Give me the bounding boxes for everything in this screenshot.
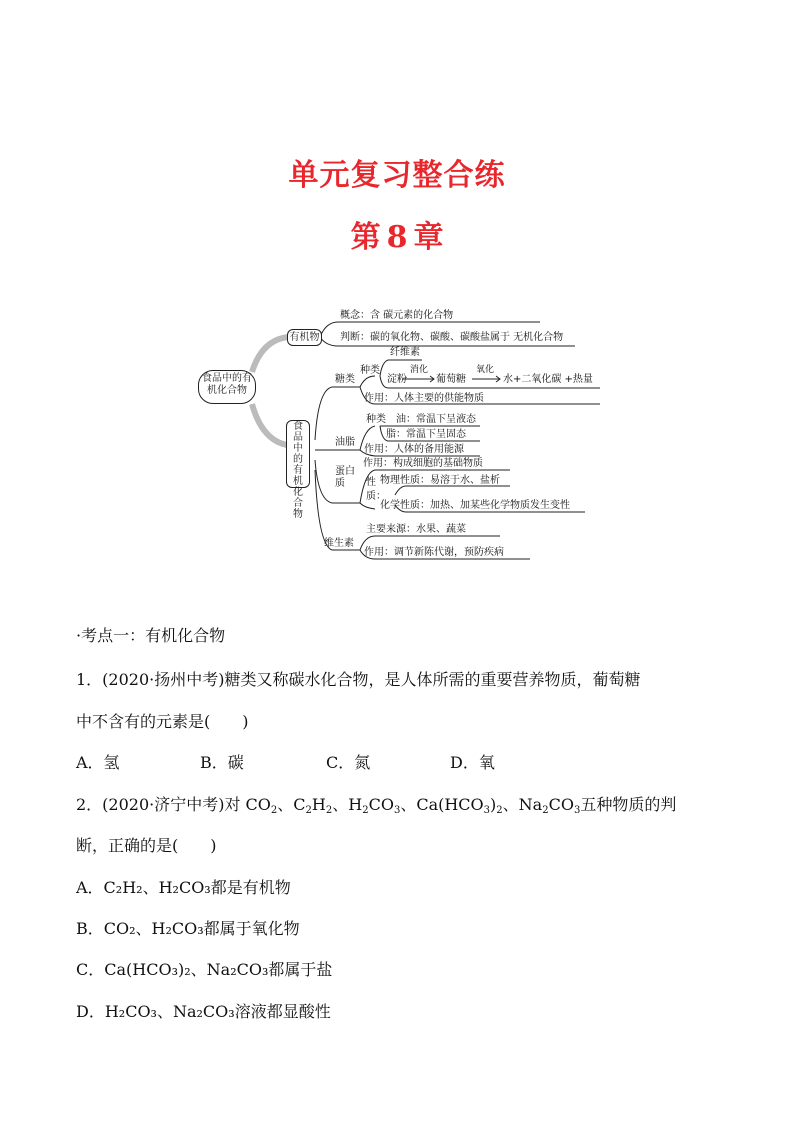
vitamin-role: 作用：调节新陈代谢，预防疾病 — [364, 547, 504, 558]
food-node: 食品中的有机化合物 — [286, 420, 310, 488]
protein-role: 作用：构成细胞的基础物质 — [363, 458, 483, 469]
organic-judge: 判断：碳的氧化物、碳酸、碳酸盐属于 无机化合物 — [340, 332, 564, 343]
q2-line2: 断，正确的是( ) — [76, 836, 217, 855]
q1-option-c[interactable]: C．氮 — [326, 753, 371, 772]
sugar-label: 糖类 — [335, 374, 355, 385]
section-heading: ·考点一：有机化合物 — [76, 626, 226, 645]
chapter-prefix: 第 — [350, 220, 381, 255]
q2-line1: 2．(2020·济宁中考)对 $CO_2$、$C_2H_2$、$H_2CO_3$、$Ca(HCO_3)_2$、$Na_2CO_3$五种物质的判 — [76, 795, 677, 816]
vitamin-source: 主要来源：水果、蔬菜 — [366, 524, 466, 535]
q1-line2: 中不含有的元素是( ) — [76, 712, 249, 731]
q1-option-d[interactable]: D．氧 — [450, 753, 495, 772]
concept-map — [190, 300, 620, 570]
root-node: 食品中的有机化合物 — [198, 370, 256, 404]
starch: 淀粉 — [387, 374, 407, 385]
q1-options — [76, 751, 516, 775]
line-food-protein — [315, 460, 332, 503]
q2-option-b[interactable]: B．CO₂、H₂CO₃都属于氧化物 — [76, 919, 300, 938]
fat-oil: 油：常温下呈液态 — [396, 414, 476, 425]
chapter-number: 8 — [386, 220, 408, 255]
line-food-sugar — [315, 387, 332, 440]
q1-option-a[interactable]: A．氢 — [76, 753, 120, 772]
fat-kind-label: 种类 — [366, 414, 386, 425]
vitamin-label: 维生素 — [324, 538, 354, 549]
protein-chemical: 化学性质：加热、加某些化学物质发生变性 — [380, 500, 570, 511]
protein-physical: 物理性质：易溶于水、盐析 — [380, 475, 500, 486]
q1-option-b[interactable]: B．碳 — [200, 753, 244, 772]
glucose: 葡萄糖 — [436, 374, 466, 385]
protein-prop-label: 性质： — [366, 477, 386, 502]
q2-option-a[interactable]: A．C₂H₂、H₂CO₃都是有机物 — [76, 878, 291, 897]
digest-label: 消化 — [410, 365, 429, 375]
fat-role: 作用：人体的备用能源 — [364, 444, 464, 455]
organic-concept: 概念：含 碳元素的化合物 — [340, 310, 454, 321]
protein-label: 蛋白质 — [335, 466, 355, 489]
organic-node: 有机物 — [287, 329, 322, 346]
oxidation-products: 水+二氧化碳 +热量 — [503, 374, 593, 385]
oxidize-label: 氧化 — [476, 365, 495, 375]
fat-solid: 脂：常温下呈固态 — [386, 429, 466, 440]
fat-label: 油脂 — [335, 437, 355, 448]
page-title: 单元复习整合练 — [288, 158, 506, 193]
chapter-suffix: 章 — [413, 220, 444, 255]
sugar-role: 作用：人体主要的供能物质 — [364, 393, 484, 404]
cellulose: 纤维素 — [390, 347, 420, 358]
q2-option-c[interactable]: C．Ca(HCO₃)₂、Na₂CO₃都属于盐 — [76, 960, 333, 979]
chapter-title — [0, 212, 794, 256]
q2-option-d[interactable]: D．H₂CO₃、Na₂CO₃溶液都显酸性 — [76, 1002, 331, 1021]
sugar-kind-label: 种类 — [360, 365, 380, 376]
arc-to-organic — [252, 337, 288, 372]
arc-to-food — [252, 404, 287, 445]
q1-line1: 1．(2020·扬州中考)糖类又称碳水化合物，是人体所需的重要营养物质，葡萄糖 — [76, 670, 641, 689]
